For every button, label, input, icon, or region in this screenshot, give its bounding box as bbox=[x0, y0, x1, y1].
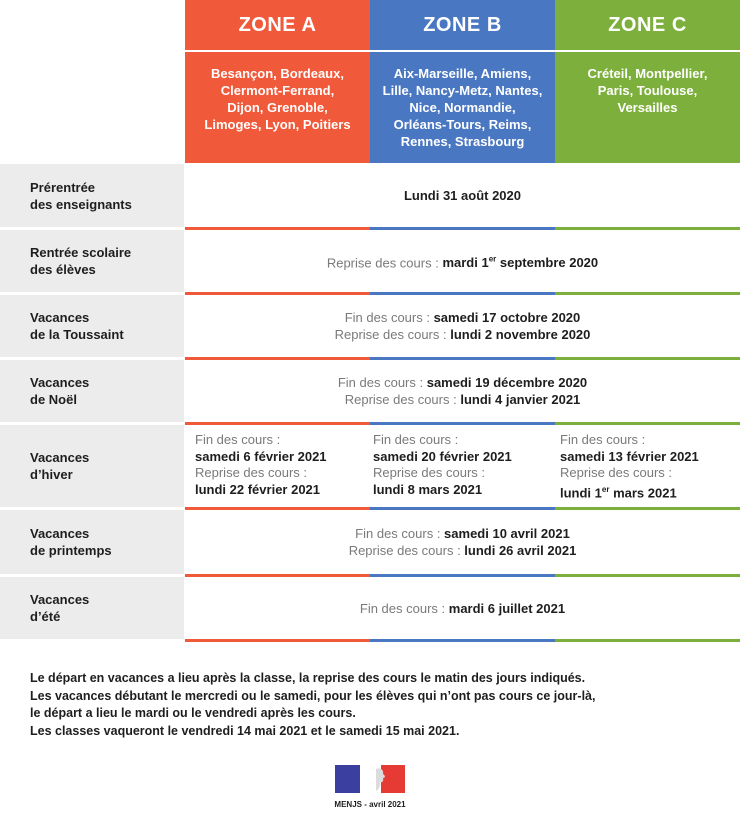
date-value: lundi 26 avril 2021 bbox=[464, 543, 577, 558]
row-label-line: Vacances bbox=[30, 375, 90, 390]
row-value-toussaint bbox=[185, 295, 740, 357]
city-line: Orléans-Tours, Reims, bbox=[393, 117, 532, 132]
city-line: Dijon, Grenoble, bbox=[227, 100, 328, 115]
date-value: lundi 2 novembre 2020 bbox=[450, 327, 591, 342]
row-label-line: Vacances bbox=[30, 592, 90, 607]
ordinal-sup: er bbox=[488, 254, 497, 264]
date-value: samedi 17 octobre 2020 bbox=[433, 310, 581, 325]
date-part: mardi 1 bbox=[442, 255, 489, 271]
date-value bbox=[442, 255, 598, 270]
zone-b-cities bbox=[370, 52, 555, 163]
row-value-ete bbox=[185, 577, 740, 639]
city-line: Lille, Nancy-Metz, Nantes, bbox=[382, 83, 543, 98]
date-part: lundi 1 bbox=[560, 484, 602, 500]
footnote-line: Les classes vaqueront le vendredi 14 mai 2021 et le samedi 15 mai 2021. bbox=[30, 723, 460, 738]
date-value: samedi 6 février 2021 bbox=[195, 448, 327, 464]
zone-a-header: ZONE A bbox=[185, 0, 370, 50]
zone-a-cities bbox=[185, 52, 370, 163]
city-line: Besançon, Bordeaux, bbox=[211, 66, 344, 81]
reprise-label: Reprise des cours : bbox=[373, 465, 485, 480]
city-line: Créteil, Montpellier, bbox=[587, 66, 708, 81]
date-value: Lundi 31 août 2020 bbox=[403, 188, 522, 203]
fin-label: Fin des cours : bbox=[355, 526, 445, 541]
city-line: Clermont-Ferrand, bbox=[220, 83, 335, 98]
row-label-hiver bbox=[0, 425, 184, 507]
row-label-line: d’hiver bbox=[30, 467, 73, 482]
date-value: samedi 10 avril 2021 bbox=[444, 526, 570, 541]
row-label-printemps bbox=[0, 510, 184, 574]
zone-c-header: ZONE C bbox=[555, 0, 740, 50]
republique-francaise-logo bbox=[335, 765, 405, 793]
date-part: septembre 2020 bbox=[496, 255, 599, 271]
fin-label: Fin des cours : bbox=[359, 600, 449, 616]
zone-color-rule bbox=[185, 639, 740, 642]
city-line: Rennes, Strasbourg bbox=[400, 134, 525, 149]
city-line: Limoges, Lyon, Poitiers bbox=[204, 117, 351, 132]
row-label-line: Vacances bbox=[30, 310, 90, 325]
zone-c-cities bbox=[555, 52, 740, 163]
fin-label: Fin des cours : bbox=[373, 432, 459, 447]
row-label-line: d’été bbox=[30, 609, 61, 624]
row-label-ete bbox=[0, 577, 184, 639]
date-value: lundi 22 février 2021 bbox=[195, 481, 321, 497]
footnote-line: le départ a lieu le mardi ou le vendredi après les cours. bbox=[30, 706, 356, 720]
row-label-line: de Noël bbox=[30, 392, 77, 407]
ordinal-sup: er bbox=[601, 484, 610, 494]
row-label-line: des élèves bbox=[30, 262, 96, 277]
row-label-line: de la Toussaint bbox=[30, 327, 124, 342]
city-line: Versailles bbox=[617, 100, 678, 115]
footnotes bbox=[30, 670, 720, 740]
hiver-zone-b bbox=[373, 432, 512, 498]
row-label-line: Vacances bbox=[30, 526, 90, 541]
zone-b-header: ZONE B bbox=[370, 0, 555, 50]
city-line: Paris, Toulouse, bbox=[597, 83, 698, 98]
date-value bbox=[560, 482, 699, 502]
reprise-label: Reprise des cours : bbox=[560, 465, 672, 480]
row-label-toussaint bbox=[0, 295, 184, 357]
row-label-rentree bbox=[0, 230, 184, 292]
date-part: mars 2021 bbox=[609, 484, 677, 500]
fin-label: Fin des cours : bbox=[195, 432, 281, 447]
reprise-label: Reprise des cours : bbox=[334, 327, 451, 342]
footer-credit: MENJS - avril 2021 bbox=[334, 800, 406, 809]
hiver-zone-c bbox=[560, 432, 699, 501]
row-label-line: Rentrée scolaire bbox=[30, 245, 132, 260]
reprise-label: Reprise des cours : bbox=[326, 255, 443, 271]
row-label-line: Vacances bbox=[30, 450, 90, 465]
city-line: Nice, Normandie, bbox=[409, 100, 516, 115]
row-label-line: de printemps bbox=[30, 543, 112, 558]
zone-color-rule bbox=[185, 422, 740, 425]
fin-label: Fin des cours : bbox=[344, 310, 434, 325]
marianne-profile-icon bbox=[374, 765, 388, 793]
reprise-label: Reprise des cours : bbox=[348, 543, 465, 558]
date-value: samedi 13 février 2021 bbox=[560, 448, 699, 464]
flag-white-band bbox=[360, 765, 381, 793]
date-value: lundi 4 janvier 2021 bbox=[460, 392, 581, 407]
row-value-printemps bbox=[185, 510, 740, 574]
date-value: samedi 20 février 2021 bbox=[373, 448, 512, 464]
hiver-zone-a bbox=[195, 432, 327, 498]
reprise-label: Reprise des cours : bbox=[195, 465, 307, 480]
row-label-line: Prérentrée bbox=[30, 179, 96, 195]
row-value-prerentree bbox=[185, 164, 740, 227]
date-value: mardi 6 juillet 2021 bbox=[448, 600, 566, 616]
row-value-noel bbox=[185, 360, 740, 422]
row-label-line: des enseignants bbox=[30, 196, 132, 212]
city-line: Aix-Marseille, Amiens, bbox=[393, 66, 532, 81]
row-label-noel bbox=[0, 360, 184, 422]
footnote-line: Le départ en vacances a lieu après la classe, la reprise des cours le matin des jours indiqués. bbox=[30, 671, 586, 685]
date-value: samedi 19 décembre 2020 bbox=[426, 375, 588, 390]
fin-label: Fin des cours : bbox=[337, 375, 427, 390]
flag-blue-band bbox=[335, 765, 360, 793]
reprise-label: Reprise des cours : bbox=[344, 392, 461, 407]
date-value: lundi 8 mars 2021 bbox=[373, 481, 483, 497]
footnote-line: Les vacances débutant le mercredi ou le samedi, pour les élèves qui n’ont pas cours ce jour-là, bbox=[30, 688, 596, 703]
row-value-rentree bbox=[185, 230, 740, 292]
row-label-prerentree bbox=[0, 164, 184, 227]
fin-label: Fin des cours : bbox=[560, 432, 646, 447]
